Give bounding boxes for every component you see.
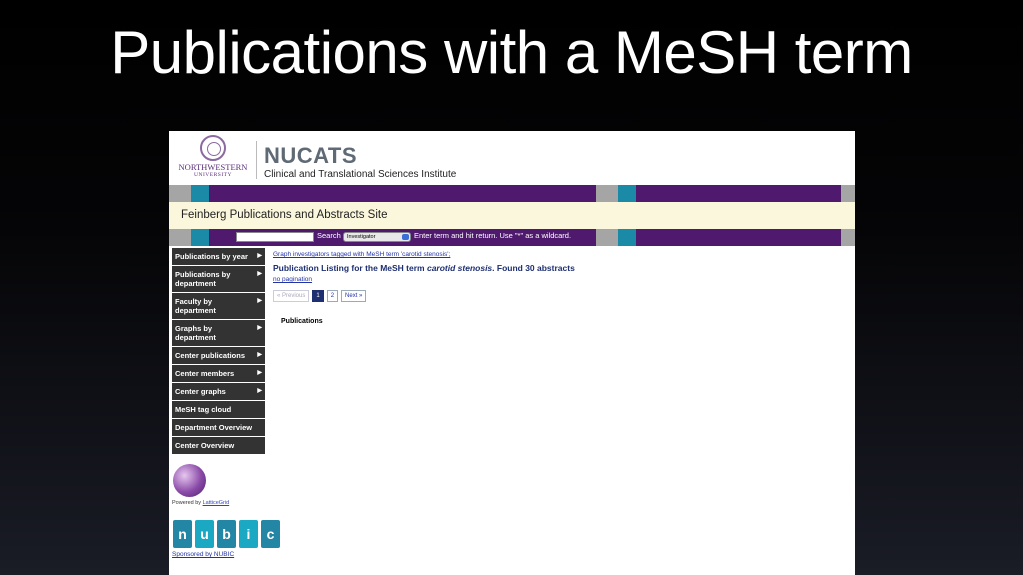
site-title: Feinberg Publications and Abstracts Site: [181, 209, 388, 221]
pagination: [273, 290, 851, 302]
sidebar-item-label: MeSH tag cloud: [175, 405, 232, 414]
sidebar-item-center-members[interactable]: [172, 365, 265, 383]
sidebar-item-department-overview[interactable]: [172, 419, 265, 437]
no-pagination-link[interactable]: no pagination: [273, 276, 313, 283]
listing-suffix: . Found 30 abstracts: [492, 263, 575, 273]
listing-term: carotid stenosis: [426, 263, 493, 273]
color-bar-top: [169, 185, 855, 202]
listing-heading: [273, 263, 851, 274]
arrow-right-icon: ▶: [257, 388, 262, 394]
sidebar-item-publications-by-year[interactable]: [172, 248, 265, 266]
search-type-select[interactable]: Investigator: [343, 232, 411, 242]
sidebar-item-label: Graphs by department: [175, 324, 216, 342]
next-page-button[interactable]: Next »: [341, 290, 366, 302]
previous-page-button: « Previous: [273, 290, 309, 302]
sidebar-item-label: Center Overview: [175, 441, 235, 450]
arrow-right-icon: ▶: [257, 352, 262, 358]
sidebar-item-label: Center members: [175, 369, 235, 378]
arrow-right-icon: ▶: [257, 370, 262, 376]
graph-investigators-link[interactable]: Graph investigators tagged with MeSH term 'carotid stenosis';: [273, 251, 451, 258]
nubic-logo[interactable]: [173, 520, 280, 548]
sidebar-item-label: Publications by year: [175, 252, 248, 261]
sidebar-nav: [172, 248, 265, 455]
nubic-letter: i: [239, 520, 258, 548]
site-header: [169, 131, 855, 184]
screenshot-panel: [169, 131, 855, 575]
sidebar-item-label: Publications by department: [175, 270, 231, 288]
university-sub: UNIVERSITY: [194, 172, 232, 178]
university-seal-icon: [200, 135, 226, 161]
arrow-right-icon: ▶: [257, 253, 262, 259]
search-hint: Enter term and hit return. Use "*" as a wildcard.: [414, 231, 572, 240]
latticegrid-globe-icon: [173, 464, 206, 497]
sponsor-link[interactable]: Sponsored by NUBIC: [172, 551, 235, 558]
page-1-button[interactable]: 1: [312, 290, 323, 302]
sidebar-item-label: Department Overview: [175, 423, 253, 432]
search-label: Search: [317, 231, 341, 240]
listing-prefix: Publication Listing for the MeSH term: [273, 263, 427, 273]
sidebar-item-faculty-by-department[interactable]: [172, 293, 265, 320]
sidebar-item-publications-by-department[interactable]: [172, 266, 265, 293]
nubic-letter: c: [261, 520, 280, 548]
publications-heading: Publications: [281, 318, 323, 325]
nubic-letter: n: [173, 520, 192, 548]
sidebar-item-center-graphs[interactable]: [172, 383, 265, 401]
arrow-right-icon: ▶: [257, 298, 262, 304]
university-name: NORTHWESTERN: [178, 162, 248, 172]
sidebar-item-label: Faculty by department: [175, 297, 216, 315]
org-full-name: Clinical and Translational Sciences Institute: [264, 169, 457, 180]
powered-by: [172, 500, 229, 506]
sidebar-item-label: Center graphs: [175, 387, 226, 396]
sidebar-item-graphs-by-department[interactable]: [172, 320, 265, 347]
northwestern-logo[interactable]: [175, 135, 251, 183]
sidebar-item-center-publications[interactable]: [172, 347, 265, 365]
main-content: [273, 250, 851, 329]
powered-by-text: Powered by: [172, 500, 202, 506]
header-divider: [256, 141, 257, 179]
nubic-letter: b: [217, 520, 236, 548]
arrow-right-icon: ▶: [257, 325, 262, 331]
arrow-right-icon: ▶: [257, 271, 262, 277]
sidebar-item-center-overview[interactable]: [172, 437, 265, 455]
slide-title: Publications with a MeSH term: [110, 19, 913, 86]
latticegrid-link[interactable]: LatticeGrid: [202, 500, 230, 506]
sidebar-item-mesh-tag-cloud[interactable]: [172, 401, 265, 419]
nucats-logo[interactable]: NUCATS: [264, 143, 358, 168]
nubic-letter: u: [195, 520, 214, 548]
page-2-button[interactable]: 2: [327, 290, 338, 302]
sidebar-item-label: Center publications: [175, 351, 246, 360]
search-input[interactable]: [236, 232, 314, 242]
